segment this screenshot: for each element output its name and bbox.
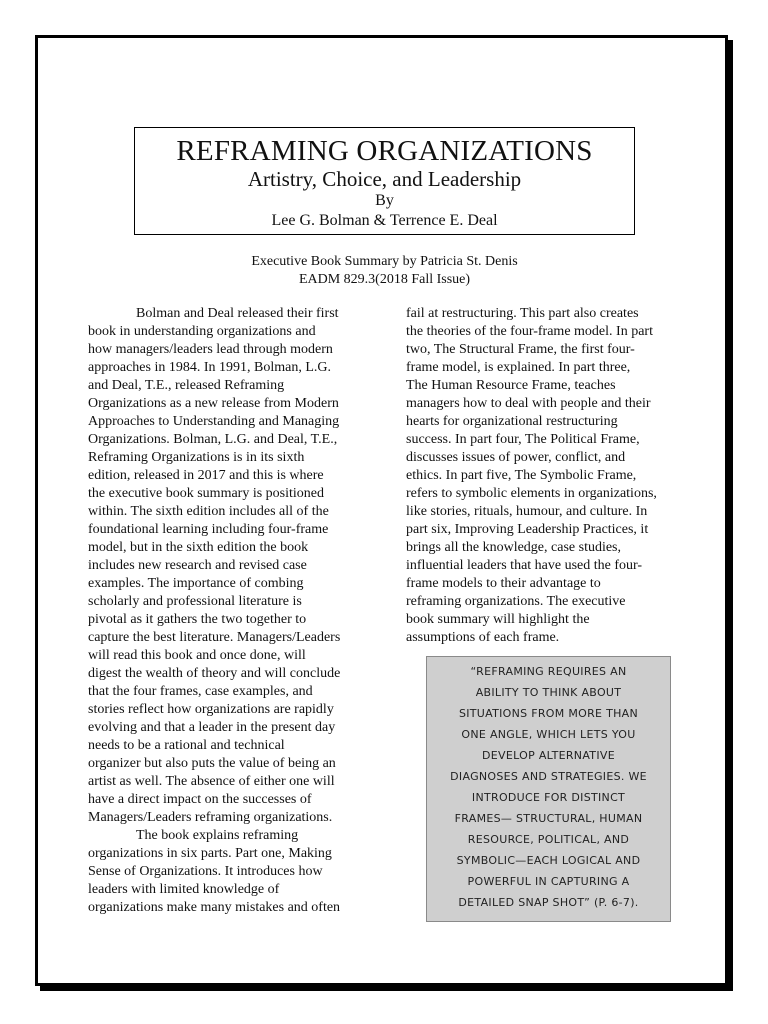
text-line: approaches in 1984. In 1991, Bolman, L.G.: [88, 360, 332, 375]
quote-line: FRAMES— STRUCTURAL, HUMAN: [454, 812, 643, 825]
summary-info: [134, 253, 635, 289]
text-line: Reframing Organizations is in its sixth: [88, 450, 305, 465]
text-line: The Human Resource Frame, teaches: [406, 378, 616, 393]
quote-line: DIAGNOSES AND STRATEGIES. WE: [450, 770, 647, 783]
text-line: organizer but also puts the value of being an: [88, 756, 336, 771]
quote-line: “REFRAMING REQUIRES AN: [470, 665, 627, 678]
text-line: needs to be a rational and technical: [88, 738, 285, 753]
text-line: like stories, rituals, humour, and culture. In: [406, 504, 648, 519]
text-line: edition, released in 2017 and this is where: [88, 468, 324, 483]
text-line: book summary will highlight the: [406, 612, 590, 627]
quote-line: POWERFUL IN CAPTURING A: [467, 875, 630, 888]
text-line: scholarly and professional literature is: [88, 594, 302, 609]
book-title: REFRAMING ORGANIZATIONS: [176, 135, 593, 167]
text-line: fail at restructuring. This part also creates: [406, 306, 639, 321]
text-line: foundational learning including four-frame: [88, 522, 329, 537]
text-line: Organizations. Bolman, L.G. and Deal, T.E.,: [88, 432, 338, 447]
text-line: refers to symbolic elements in organizations,: [406, 486, 657, 501]
title-box: [134, 127, 635, 235]
text-line: that the four frames, case examples, and: [88, 684, 313, 699]
text-line: assumptions of each frame.: [406, 630, 560, 645]
text-line: brings all the knowledge, case studies,: [406, 540, 622, 555]
text-line: organizations make many mistakes and often: [88, 900, 341, 915]
text-line: capture the best literature. Managers/Leaders: [88, 630, 341, 645]
text-line: success. In part four, The Political Frame,: [406, 432, 640, 447]
pull-quote: [426, 656, 671, 922]
text-line: Approaches to Understanding and Managing: [88, 414, 340, 429]
text-line: pivotal as it gathers the two together to: [88, 612, 307, 627]
text-line: model, but in the sixth edition the book: [88, 540, 309, 555]
text-line: part six, Improving Leadership Practices, it: [406, 522, 649, 537]
text-line: book in understanding organizations and: [88, 324, 316, 339]
quote-line: DEVELOP ALTERNATIVE: [482, 749, 615, 762]
text-line: have a direct impact on the successes of: [88, 792, 312, 807]
text-line: and Deal, T.E., released Reframing: [88, 378, 285, 393]
text-line: Managers/Leaders reframing organizations.: [88, 810, 333, 825]
text-line: hearts for organizational restructuring: [406, 414, 618, 429]
quote-line: RESOURCE, POLITICAL, AND: [467, 833, 630, 846]
text-line: Bolman and Deal released their first: [136, 306, 339, 321]
right-column: [406, 305, 681, 647]
text-line: Sense of Organizations. It introduces how: [88, 864, 323, 879]
text-line: evolving and that a leader in the present day: [88, 720, 336, 735]
text-line: The book explains reframing: [136, 828, 299, 843]
text-line: stories reflect how organizations are rapidly: [88, 702, 334, 717]
text-line: artist as well. The absence of either one will: [88, 774, 335, 789]
quote-line: DETAILED SNAP SHOT” (P. 6-7).: [458, 896, 639, 909]
text-line: within. The sixth edition includes all of the: [88, 504, 329, 519]
quote-line: INTRODUCE FOR DISTINCT: [471, 791, 626, 804]
quote-line: SYMBOLIC—EACH LOGICAL AND: [456, 854, 641, 867]
text-line: digest the wealth of theory and will conclude: [88, 666, 341, 681]
quote-line: ABILITY TO THINK ABOUT: [475, 686, 622, 699]
text-line: will read this book and once done, will: [88, 648, 306, 663]
text-line: influential leaders that have used the four-: [406, 558, 643, 573]
quote-line: SITUATIONS FROM MORE THAN: [458, 707, 639, 720]
text-line: ethics. In part five, The Symbolic Frame,: [406, 468, 637, 483]
text-line: managers how to deal with people and their: [406, 396, 651, 411]
text-line: the theories of the four-frame model. In part: [406, 324, 653, 339]
text-line: frame models to their advantage to: [406, 576, 601, 591]
book-subtitle: Artistry, Choice, and Leadership: [247, 167, 522, 191]
text-line: leaders with limited knowledge of: [88, 882, 280, 897]
by-line: By: [375, 192, 394, 209]
text-line: frame model, is explained. In part three,: [406, 360, 631, 375]
text-line: reframing organizations. The executive: [406, 594, 626, 609]
paragraph-2: [88, 827, 368, 917]
text-line: discusses issues of power, conflict, and: [406, 450, 626, 465]
quote-line: ONE ANGLE, WHICH LETS YOU: [461, 728, 636, 741]
authors: Lee G. Bolman & Terrence E. Deal: [271, 212, 498, 229]
text-line: two, The Structural Frame, the first four-: [406, 342, 635, 357]
course-line: EADM 829.3(2018 Fall Issue): [298, 272, 471, 287]
paragraph-1: [88, 305, 368, 827]
text-line: examples. The importance of combing: [88, 576, 304, 591]
text-line: includes new research and revised case: [88, 558, 307, 573]
paragraph-2-continued: [406, 305, 681, 647]
text-line: Organizations as a new release from Modern: [88, 396, 339, 411]
text-line: organizations in six parts. Part one, Making: [88, 846, 332, 861]
text-line: the executive book summary is positioned: [88, 486, 325, 501]
text-line: how managers/leaders lead through modern: [88, 342, 333, 357]
left-column: [88, 305, 368, 917]
summary-author-line: Executive Book Summary by Patricia St. Denis: [251, 254, 518, 269]
